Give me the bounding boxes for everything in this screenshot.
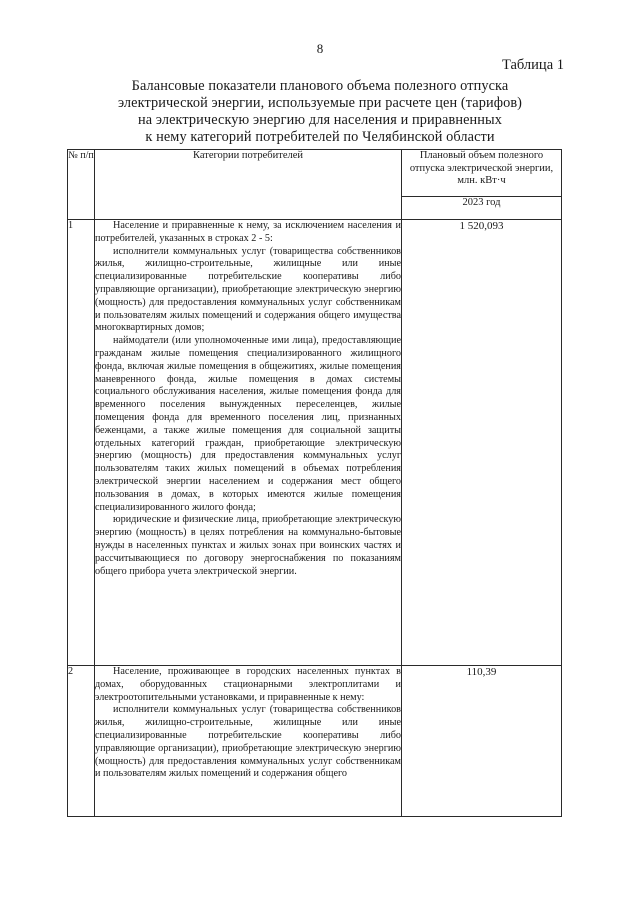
title-line: на электрическую энергию для населения и приравненных [138,112,502,128]
table-label: Таблица 1 [501,57,564,73]
category-paragraph: исполнители коммунальных услуг (товарищества собственников жилья, жилищно-строительные, жилищные или иные специализированные потребительские кооперативы либо управляющие организации), приобретающие электрическую энергию (мощность) для предоставления коммунальных услуг собственникам и пользователям жилых помещений и содержания общего [95,704,401,780]
table-row [68,666,562,817]
row-category [95,220,402,666]
category-paragraph: наймодатели (или уполномоченные ими лица), предоставляющие гражданам жилые помещения специализированного жилищного фонда, включая жилые помещения в общежитиях, жилые помещения маневренного фонда, жилые помещения в домах системы социального обслуживания населения, жилые помещения фонда для временного поселения вынужденных переселенцев, жилые помещения фонда для временного поселения лиц, признанных беженцами, а также жилые помещения для социальной защиты отдельных категорий граждан, приобретающие электрическую энергию (мощность) для предоставления коммунальных услуг пользователям таких жилых помещений в объемах потребления электрической энергии населением и содержания мест общего пользования в домах, в которых имеются жилые помещения специализированного жилого фонда; [95,335,401,513]
row-number: 1 [68,220,95,666]
row-category [95,666,402,817]
category-paragraph: Население и приравненные к нему, за исключением населения и потребителей, указанных в строках 2 - 5: [95,220,401,244]
category-paragraph: юридические и физические лица, приобретающие электрическую энергию (мощность) в целях потребления на коммунально-бытовые нужды в населенных пунктах и жилых зонах при воинских частях и рассчитывающиеся по договору энергоснабжения по показаниям общего прибора учета электрической энергии. [95,514,401,577]
title-line: Балансовые показатели планового объема полезного отпуска [131,78,509,94]
row-volume: 1 520,093 [402,220,562,666]
page-number: 8 [316,41,324,56]
row-volume: 110,39 [402,666,562,817]
document-title [104,78,536,146]
header-volume: Плановый объем полезного отпуска электрической энергии, млн. кВт·ч [402,150,562,197]
table-row [68,220,562,666]
category-paragraph: Население, проживающее в городских населенных пунктах в домах, оборудованных стационарными электроплитами и электроотопительными установками, и приравненные к нему: [95,666,401,703]
category-paragraph: исполнители коммунальных услуг (товарищества собственников жилья, жилищно-строительные, жилищные или иные специализированные потребительские кооперативы либо управляющие организации), приобретающие электрическую энергию (мощность) для предоставления коммунальных услуг собственникам и пользователям жилых помещений и содержания общего имущества многоквартирных домов; [95,245,401,334]
balance-table [67,149,562,817]
title-line: к нему категорий потребителей по Челябинской области [145,129,495,145]
row-number: 2 [68,666,95,817]
title-line: электрической энергии, используемые при расчете цен (тарифов) [117,95,523,111]
header-number: № п/п [68,150,95,220]
table-header-row [68,150,562,197]
header-year: 2023 год [402,197,562,220]
header-category: Категории потребителей [95,150,402,220]
